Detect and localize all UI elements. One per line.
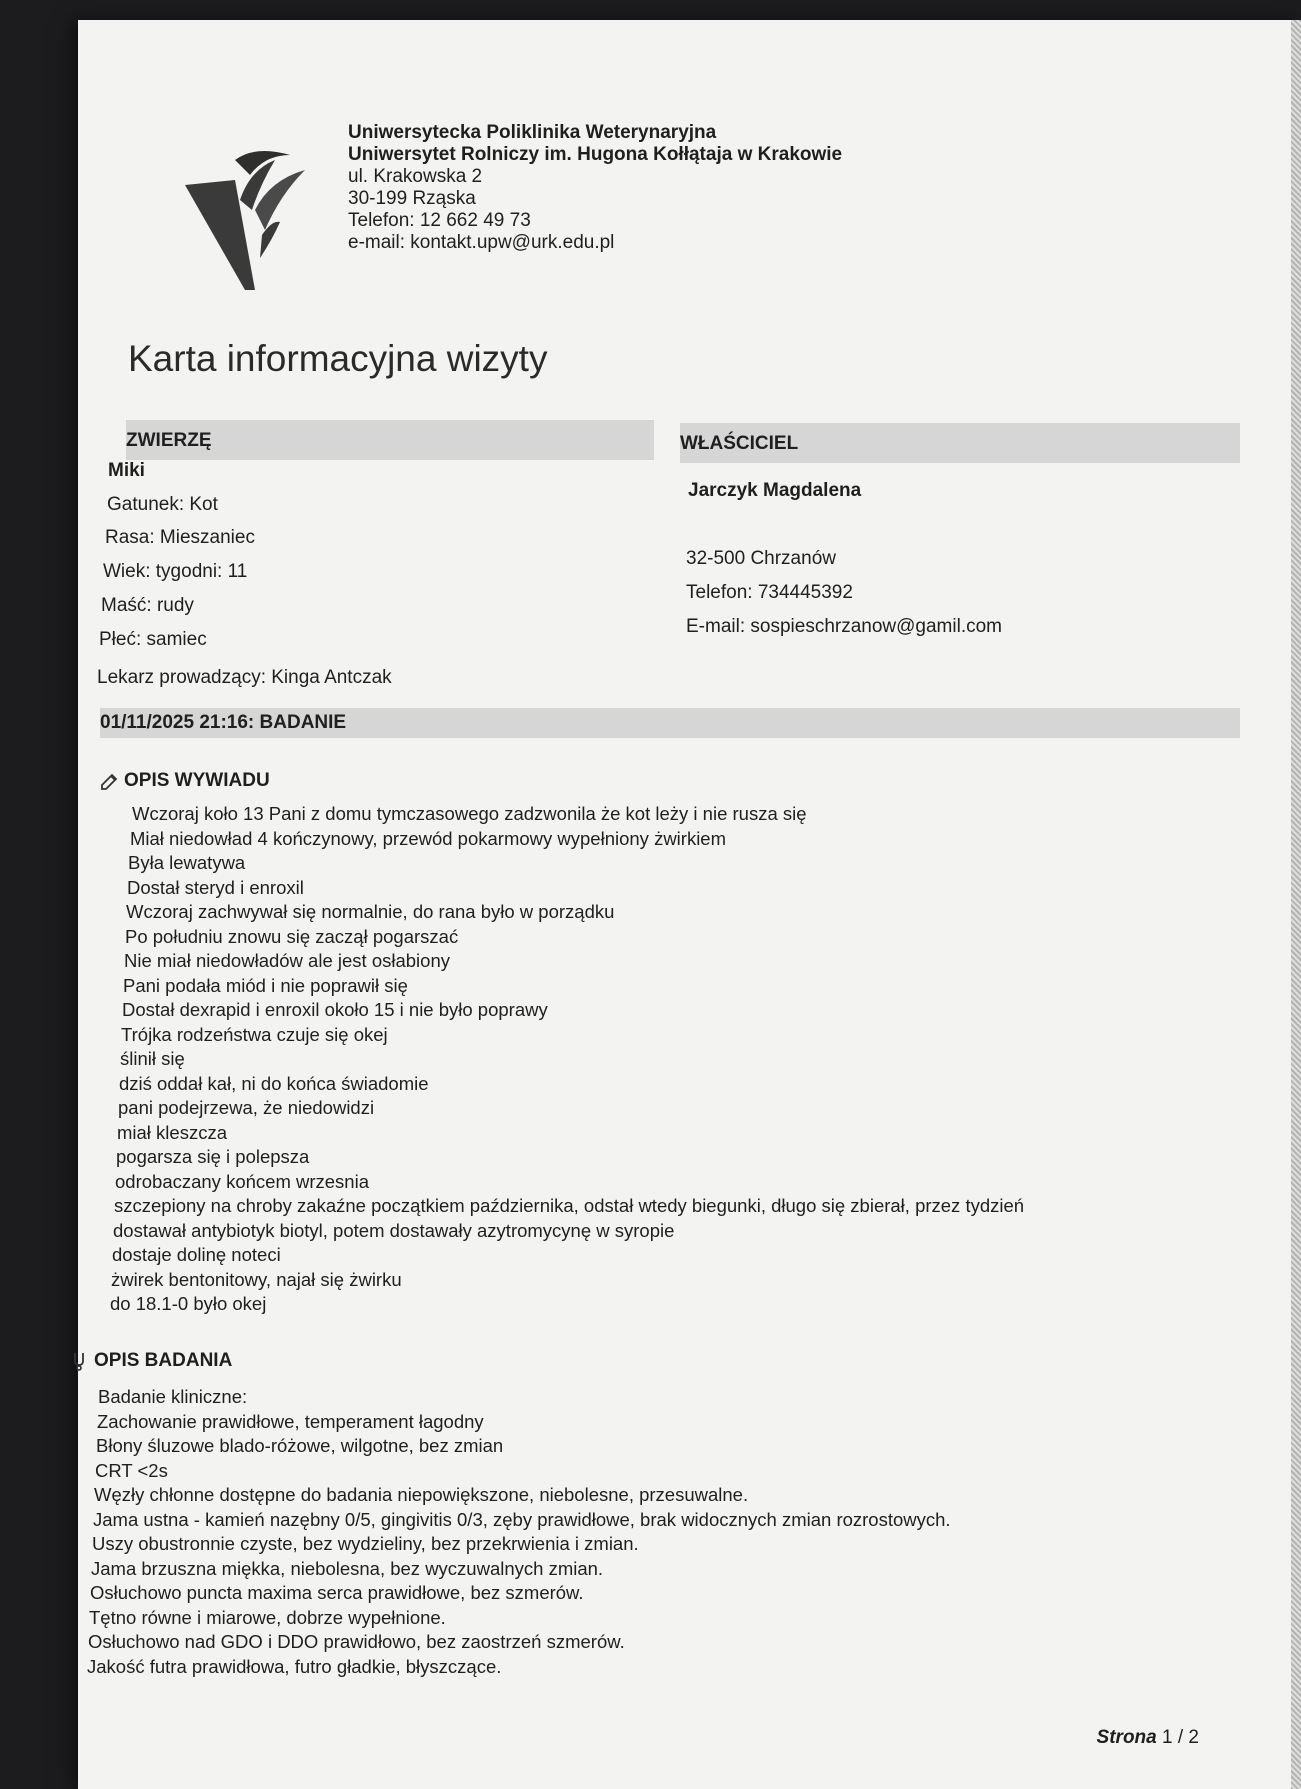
- exam-line: Błony śluzowe blado-różowe, wilgotne, bez zmian: [96, 1435, 504, 1456]
- interview-line: dostawał antybiotyk biotyl, potem dostawały azytromycynę w syropie: [113, 1219, 675, 1241]
- exam-line: Jama brzuszna miękka, niebolesna, bez wyczuwalnych zmian.: [91, 1557, 604, 1579]
- owner-phone: Telefon: 734445392: [686, 582, 853, 603]
- exam-line: Węzły chłonne dostępne do badania niepowiększone, niebolesne, przesuwalne.: [94, 1484, 749, 1505]
- page-title: Karta informacyjna wizyty: [128, 338, 548, 379]
- interview-line: miał kleszcza: [117, 1121, 227, 1143]
- visit-header-bar: [100, 708, 1240, 738]
- interview-line: żwirek bentonitowy, najał się żwirku: [111, 1268, 402, 1290]
- owner-name: Jarczyk Magdalena: [688, 480, 862, 501]
- exam-line: Osłuchowo nad GDO i DDO prawidłowo, bez zaostrzeń szmerów.: [88, 1631, 625, 1652]
- interview-line: pani podejrzewa, że niedowidzi: [118, 1097, 375, 1118]
- page-edge: [1291, 20, 1301, 1789]
- visit-header: 01/11/2025 21:16: BADANIE: [100, 712, 347, 733]
- interview-heading: [100, 770, 270, 792]
- animal-age: Wiek: tygodni: 11: [103, 561, 248, 582]
- interview-line: Trójka rodzeństwa czuje się okej: [121, 1023, 388, 1045]
- interview-line: Nie miał niedowładów ale jest osłabiony: [124, 950, 450, 971]
- exam-line: Badanie kliniczne:: [98, 1386, 248, 1407]
- exam-line: Tętno równe i miarowe, dobrze wypełnione.: [89, 1606, 446, 1628]
- interview-line: Dostał steryd i enroxil: [127, 876, 304, 898]
- exam-line: Uszy obustronnie czyste, bez wydzieliny, bez przekrwienia i zmian.: [92, 1533, 639, 1554]
- exam-line: Zachowanie prawidłowe, temperament łagodny: [97, 1410, 484, 1432]
- interview-line: Wczoraj koło 13 Pani z domu tymczasowego zadzwonila że kot leży i nie rusza się: [132, 803, 807, 824]
- interview-line: ślinił się: [120, 1048, 185, 1069]
- interview-line: Po południu znowu się zaczął pogarszać: [125, 925, 459, 947]
- interview-line: dostaje dolinę noteci: [112, 1244, 281, 1265]
- clinic-header: [348, 122, 842, 254]
- exam-line: CRT <2s: [95, 1459, 168, 1481]
- animal-heading-label: ZWIERZĘ: [126, 430, 212, 451]
- interview-lines: [98, 802, 1024, 1317]
- exam-heading-label: OPIS BADANIA: [94, 1350, 233, 1371]
- interview-line: Wczoraj zachwywał się normalnie, do rana było w porządku: [126, 901, 615, 922]
- document-page: [78, 20, 1301, 1789]
- stethoscope-icon: [70, 1351, 88, 1371]
- exam-line: Osłuchowo puncta maxima serca prawidłowe, bez szmerów.: [90, 1582, 584, 1603]
- owner-heading-label: WŁAŚCICIEL: [680, 433, 799, 454]
- animal-color: Maść: rudy: [101, 595, 194, 616]
- owner-city: 32-500 Chrzanów: [686, 548, 836, 569]
- clinic-email: e-mail: kontakt.upw@urk.edu.pl: [348, 232, 615, 253]
- clinic-street: ul. Krakowska 2: [348, 166, 483, 187]
- exam-line: Jama ustna - kamień nazębny 0/5, gingivitis 0/3, zęby prawidłowe, brak widocznych zmian rozrostowych.: [93, 1508, 951, 1530]
- university-name: Uniwersytet Rolniczy im. Hugona Kołłątaja w Krakowie: [348, 144, 843, 165]
- interview-line: Pani podała miód i nie poprawił się: [123, 974, 408, 996]
- interview-line: Była lewatywa: [128, 852, 246, 873]
- interview-line: odrobaczany końcem wrzesnia: [115, 1170, 369, 1192]
- interview-line: do 18.1-0 było okej: [110, 1293, 267, 1314]
- exam-heading: [70, 1350, 232, 1372]
- owner-section-heading: [680, 423, 1240, 463]
- university-logo: [180, 140, 310, 290]
- interview-line: dziś oddał kał, ni do końca świadomie: [119, 1072, 429, 1094]
- page-label: Strona: [1096, 1727, 1157, 1748]
- clinic-name: Uniwersytecka Poliklinika Weterynaryjna: [348, 122, 717, 143]
- animal-sex: Płeć: samiec: [99, 629, 207, 650]
- interview-line: Miał niedowład 4 kończynowy, przewód pokarmowy wypełniony żwirkiem: [130, 827, 727, 849]
- page-number: [1097, 1727, 1199, 1749]
- animal-section-heading: [126, 420, 654, 460]
- animal-breed: Rasa: Mieszaniec: [105, 527, 255, 548]
- attending-vet: Lekarz prowadzący: Kinga Antczak: [97, 667, 392, 688]
- owner-email: E-mail: sospieschrzanow@gamil.com: [686, 616, 1002, 637]
- page-count: 1 / 2: [1162, 1727, 1199, 1748]
- clinic-city: 30-199 Rząska: [348, 188, 476, 209]
- exam-lines: [86, 1385, 951, 1679]
- interview-line: Dostał dexrapid i enroxil około 15 i nie było poprawy: [122, 999, 548, 1020]
- interview-heading-label: OPIS WYWIADU: [124, 770, 270, 791]
- clinic-phone: Telefon: 12 662 49 73: [348, 210, 531, 231]
- animal-species: Gatunek: Kot: [107, 494, 218, 515]
- animal-name: Miki: [108, 460, 145, 481]
- interview-line: szczepiony na chroby zakaźne początkiem października, odstał wtedy biegunki, długo się zbierał, przez tydzień: [114, 1195, 1025, 1216]
- exam-line: Jakość futra prawidłowa, futro gładkie, błyszczące.: [87, 1655, 502, 1677]
- interview-line: pogarsza się i polepsza: [116, 1146, 310, 1167]
- note-icon: [100, 771, 118, 791]
